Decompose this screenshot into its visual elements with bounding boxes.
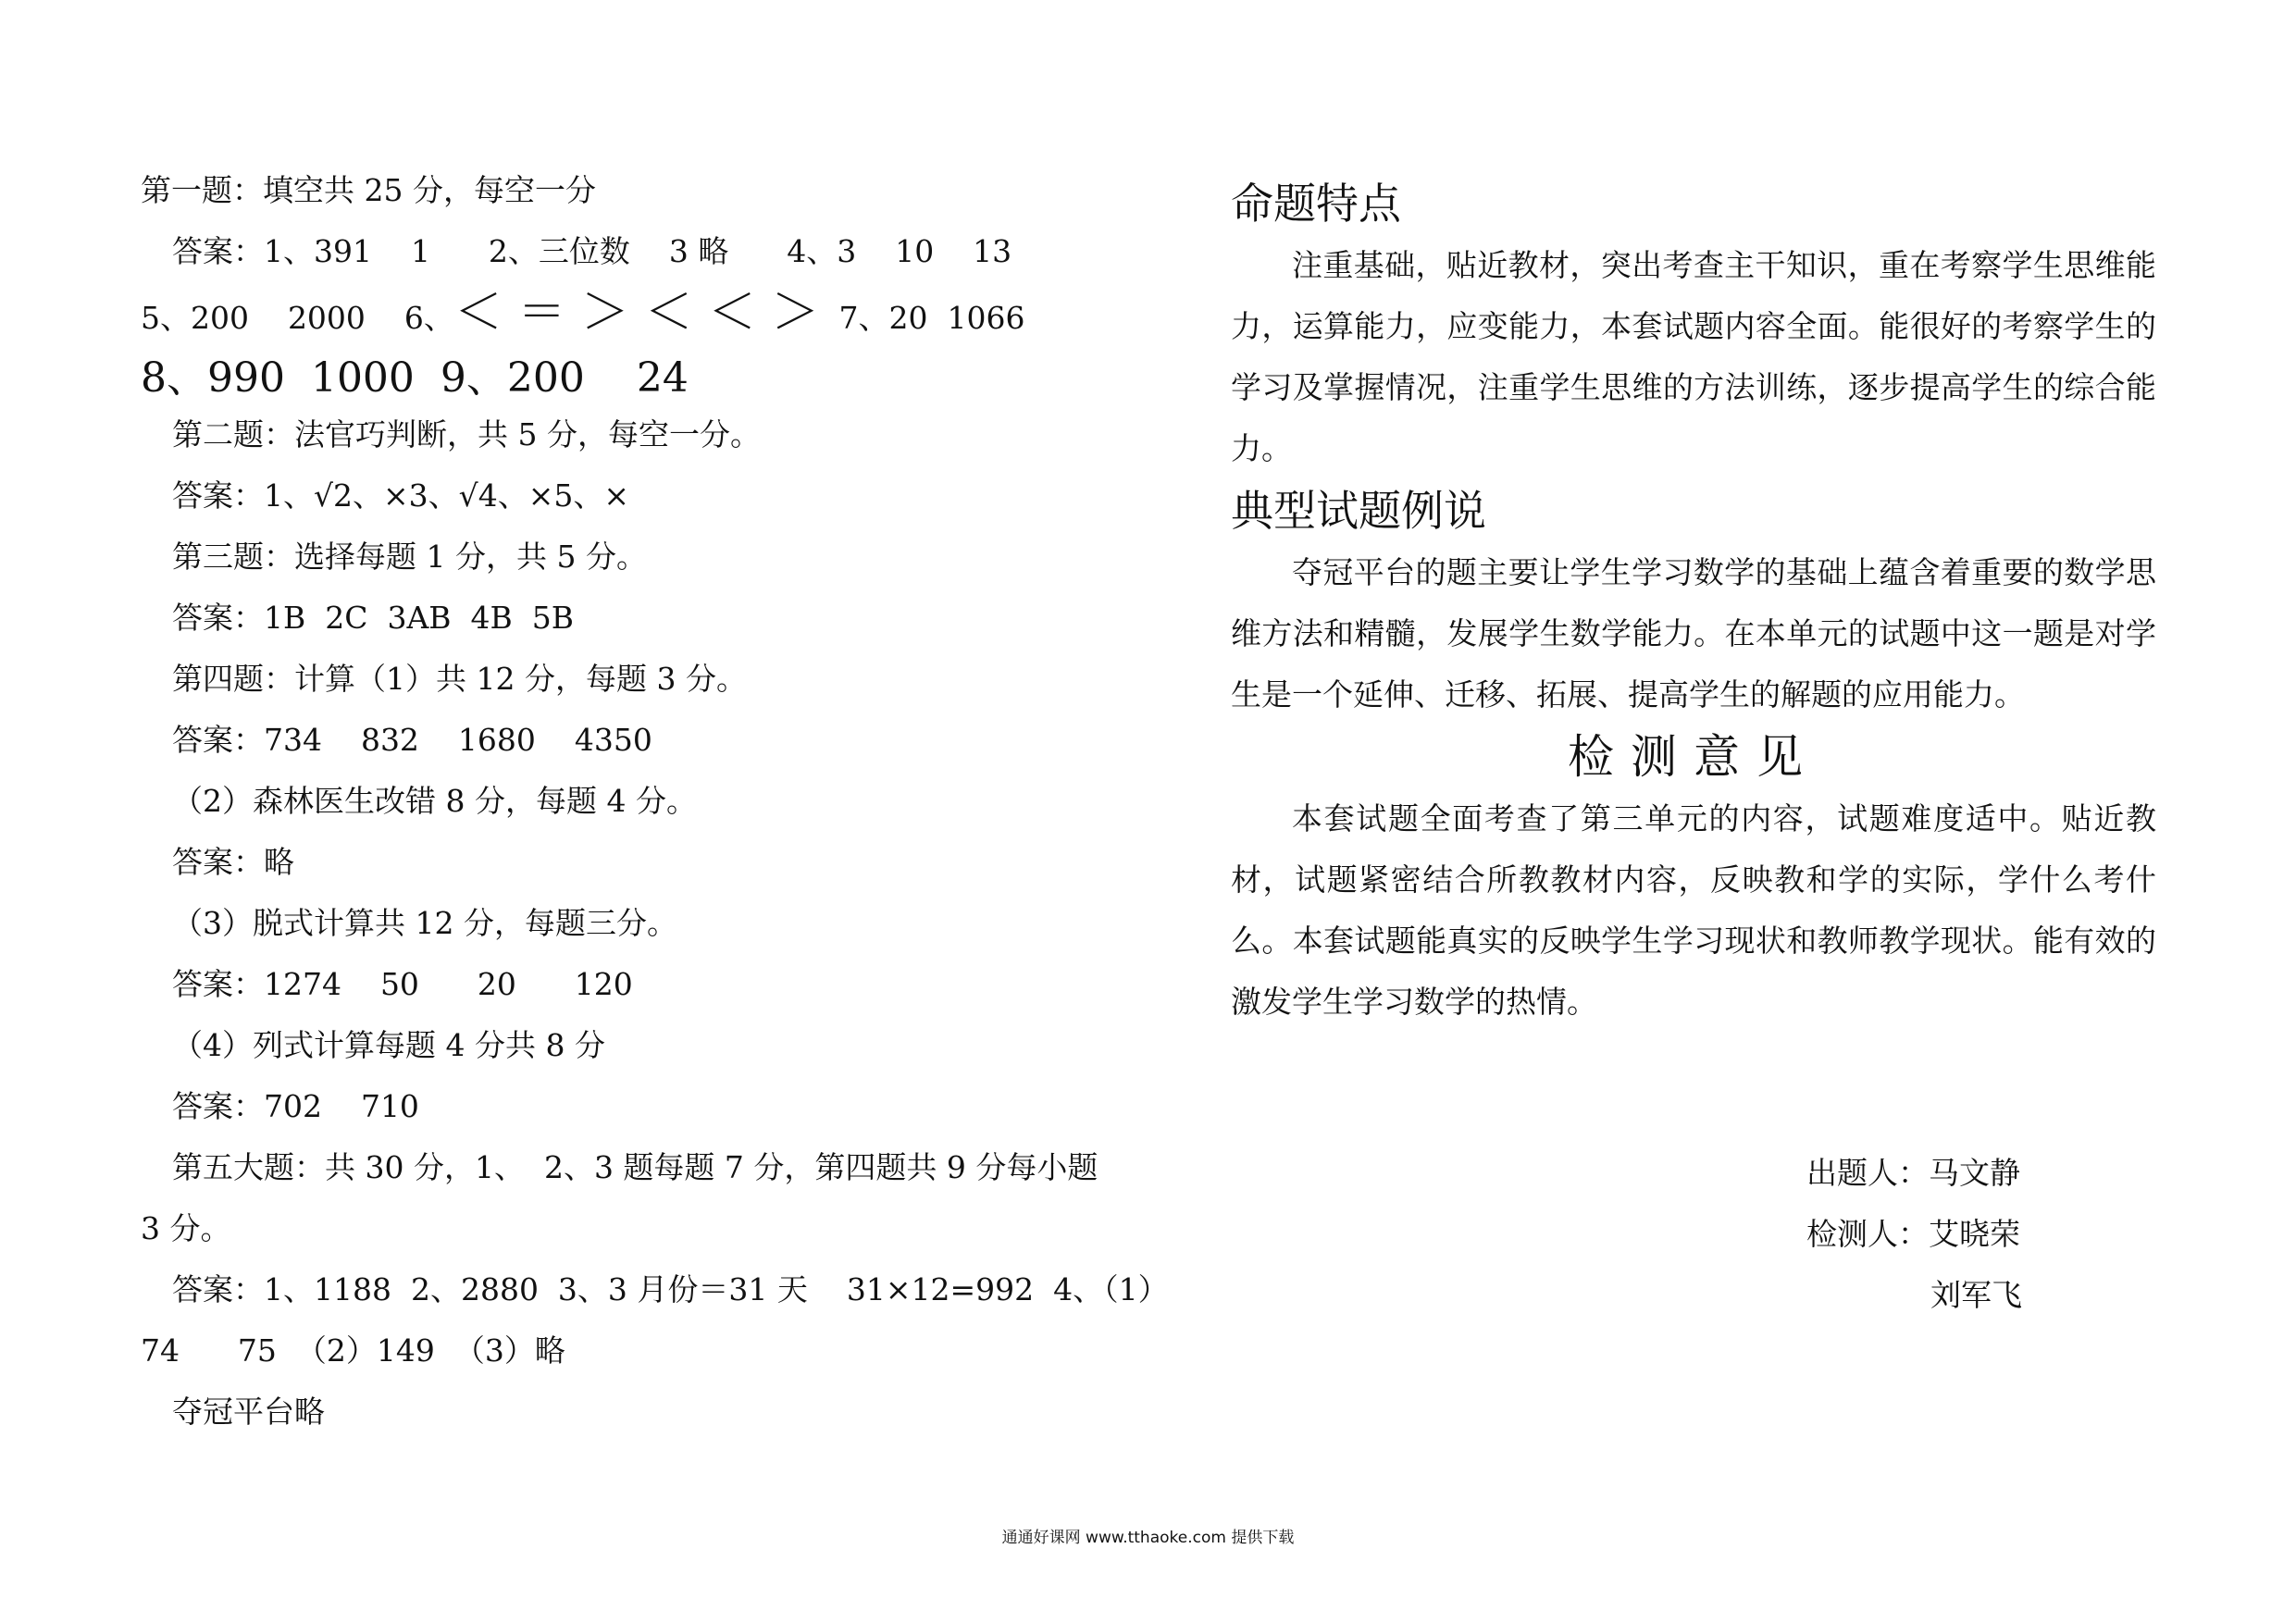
q4-answer-4: 答案：702 710 [172,1088,419,1124]
heading-features: 命题特点 [1231,179,1401,229]
q5-title: 第五大题：共 30 分，1、 2、3 题每题 7 分，第四题共 9 分每小题 [172,1149,1098,1185]
q4-part-2: （2）森林医生改错 8 分，每题 4 分。 [172,783,697,819]
paragraph-features: 注重基础，贴近教材，突出考查主干知识，重在考察学生思维能力，运算能力，应变能力，本套试题内容全面。能很好的考察学生的学习及掌握情况，注重学生思维的方法训练，逐步提高学生的综合能力。 [1231,247,2156,466]
q4-part-4: （4）列式计算每题 4 分共 8 分 [172,1027,605,1063]
heading-review: 检测意见 [1568,730,1819,784]
q1-answer-line-1: 答案：1、391 1 2、三位数 3 略 4、3 10 13 [172,233,1012,269]
q2-title: 第二题：法官巧判断，共 5 分，每空一分。 [172,416,761,452]
q1-answer-line-2 [141,285,1075,355]
q1-answer-line-2a: 5、200 2000 6、 [141,300,454,336]
q4-part-3: （3）脱式计算共 12 分，每题三分。 [172,905,677,941]
author-label: 出题人：马文静 [1806,1155,2020,1191]
paragraph-review: 本套试题全面考查了第三单元的内容，试题难度适中。贴近教材，试题紧密结合所教教材内容，反映教和学的实际，学什么考什么。本套试题能真实的反映学生学习现状和教师教学现状。能有效的激发学生学习数学的热情。 [1231,800,2156,1020]
q5-answer-continued: 74 75 （2）149 （3）略 [141,1332,565,1369]
q3-answer: 答案：1B 2C 3AB 4B 5B [172,600,574,636]
q4-title: 第四题：计算（1）共 12 分，每题 3 分。 [172,661,747,697]
q5-answer: 答案：1、1188 2、2880 3、3 月份＝31 天 31×12=992 4、（1） [172,1271,1169,1307]
commentary-column [1231,172,2156,1033]
comparison-symbols: ＜ ＝ ＞ ＜ ＜ ＞ [453,285,820,341]
q2-answer: 答案：1、√2、×3、√4、×5、× [172,477,629,514]
q3-title: 第三题：选择每题 1 分，共 5 分。 [172,539,647,575]
footer-credit: 通通好课网 www.tthaoke.com 提供下载 [1001,1529,1295,1547]
q5-title-continued: 3 分。 [141,1210,231,1246]
q1-answer-line-3: 8、990 1000 9、200 24 [141,354,689,402]
q4-answer-2: 答案：略 [172,844,294,880]
q6-note: 夺冠平台略 [172,1394,325,1430]
heading-examples: 典型试题例说 [1231,486,1486,536]
answer-key-column [141,172,1169,1455]
q4-answer-3: 答案：1274 50 20 120 [172,966,633,1002]
paragraph-examples: 夺冠平台的题主要让学生学习数学的基础上蕴含着重要的数学思维方法和精髓，发展学生数学能力。在本单元的试题中这一题是对学生是一个延伸、迁移、拓展、提高学生的解题的应用能力。 [1231,554,2156,712]
q4-answer-1: 答案：734 832 1680 4350 [172,722,652,758]
q1-answer-line-2b: 7、20 1066 [819,300,1025,336]
checker-label: 检测人：艾晓荣 [1806,1216,2020,1252]
q1-title: 第一题：填空共 25 分，每空一分 [141,172,596,208]
checker-name-2: 刘军飞 [1930,1277,2022,1313]
